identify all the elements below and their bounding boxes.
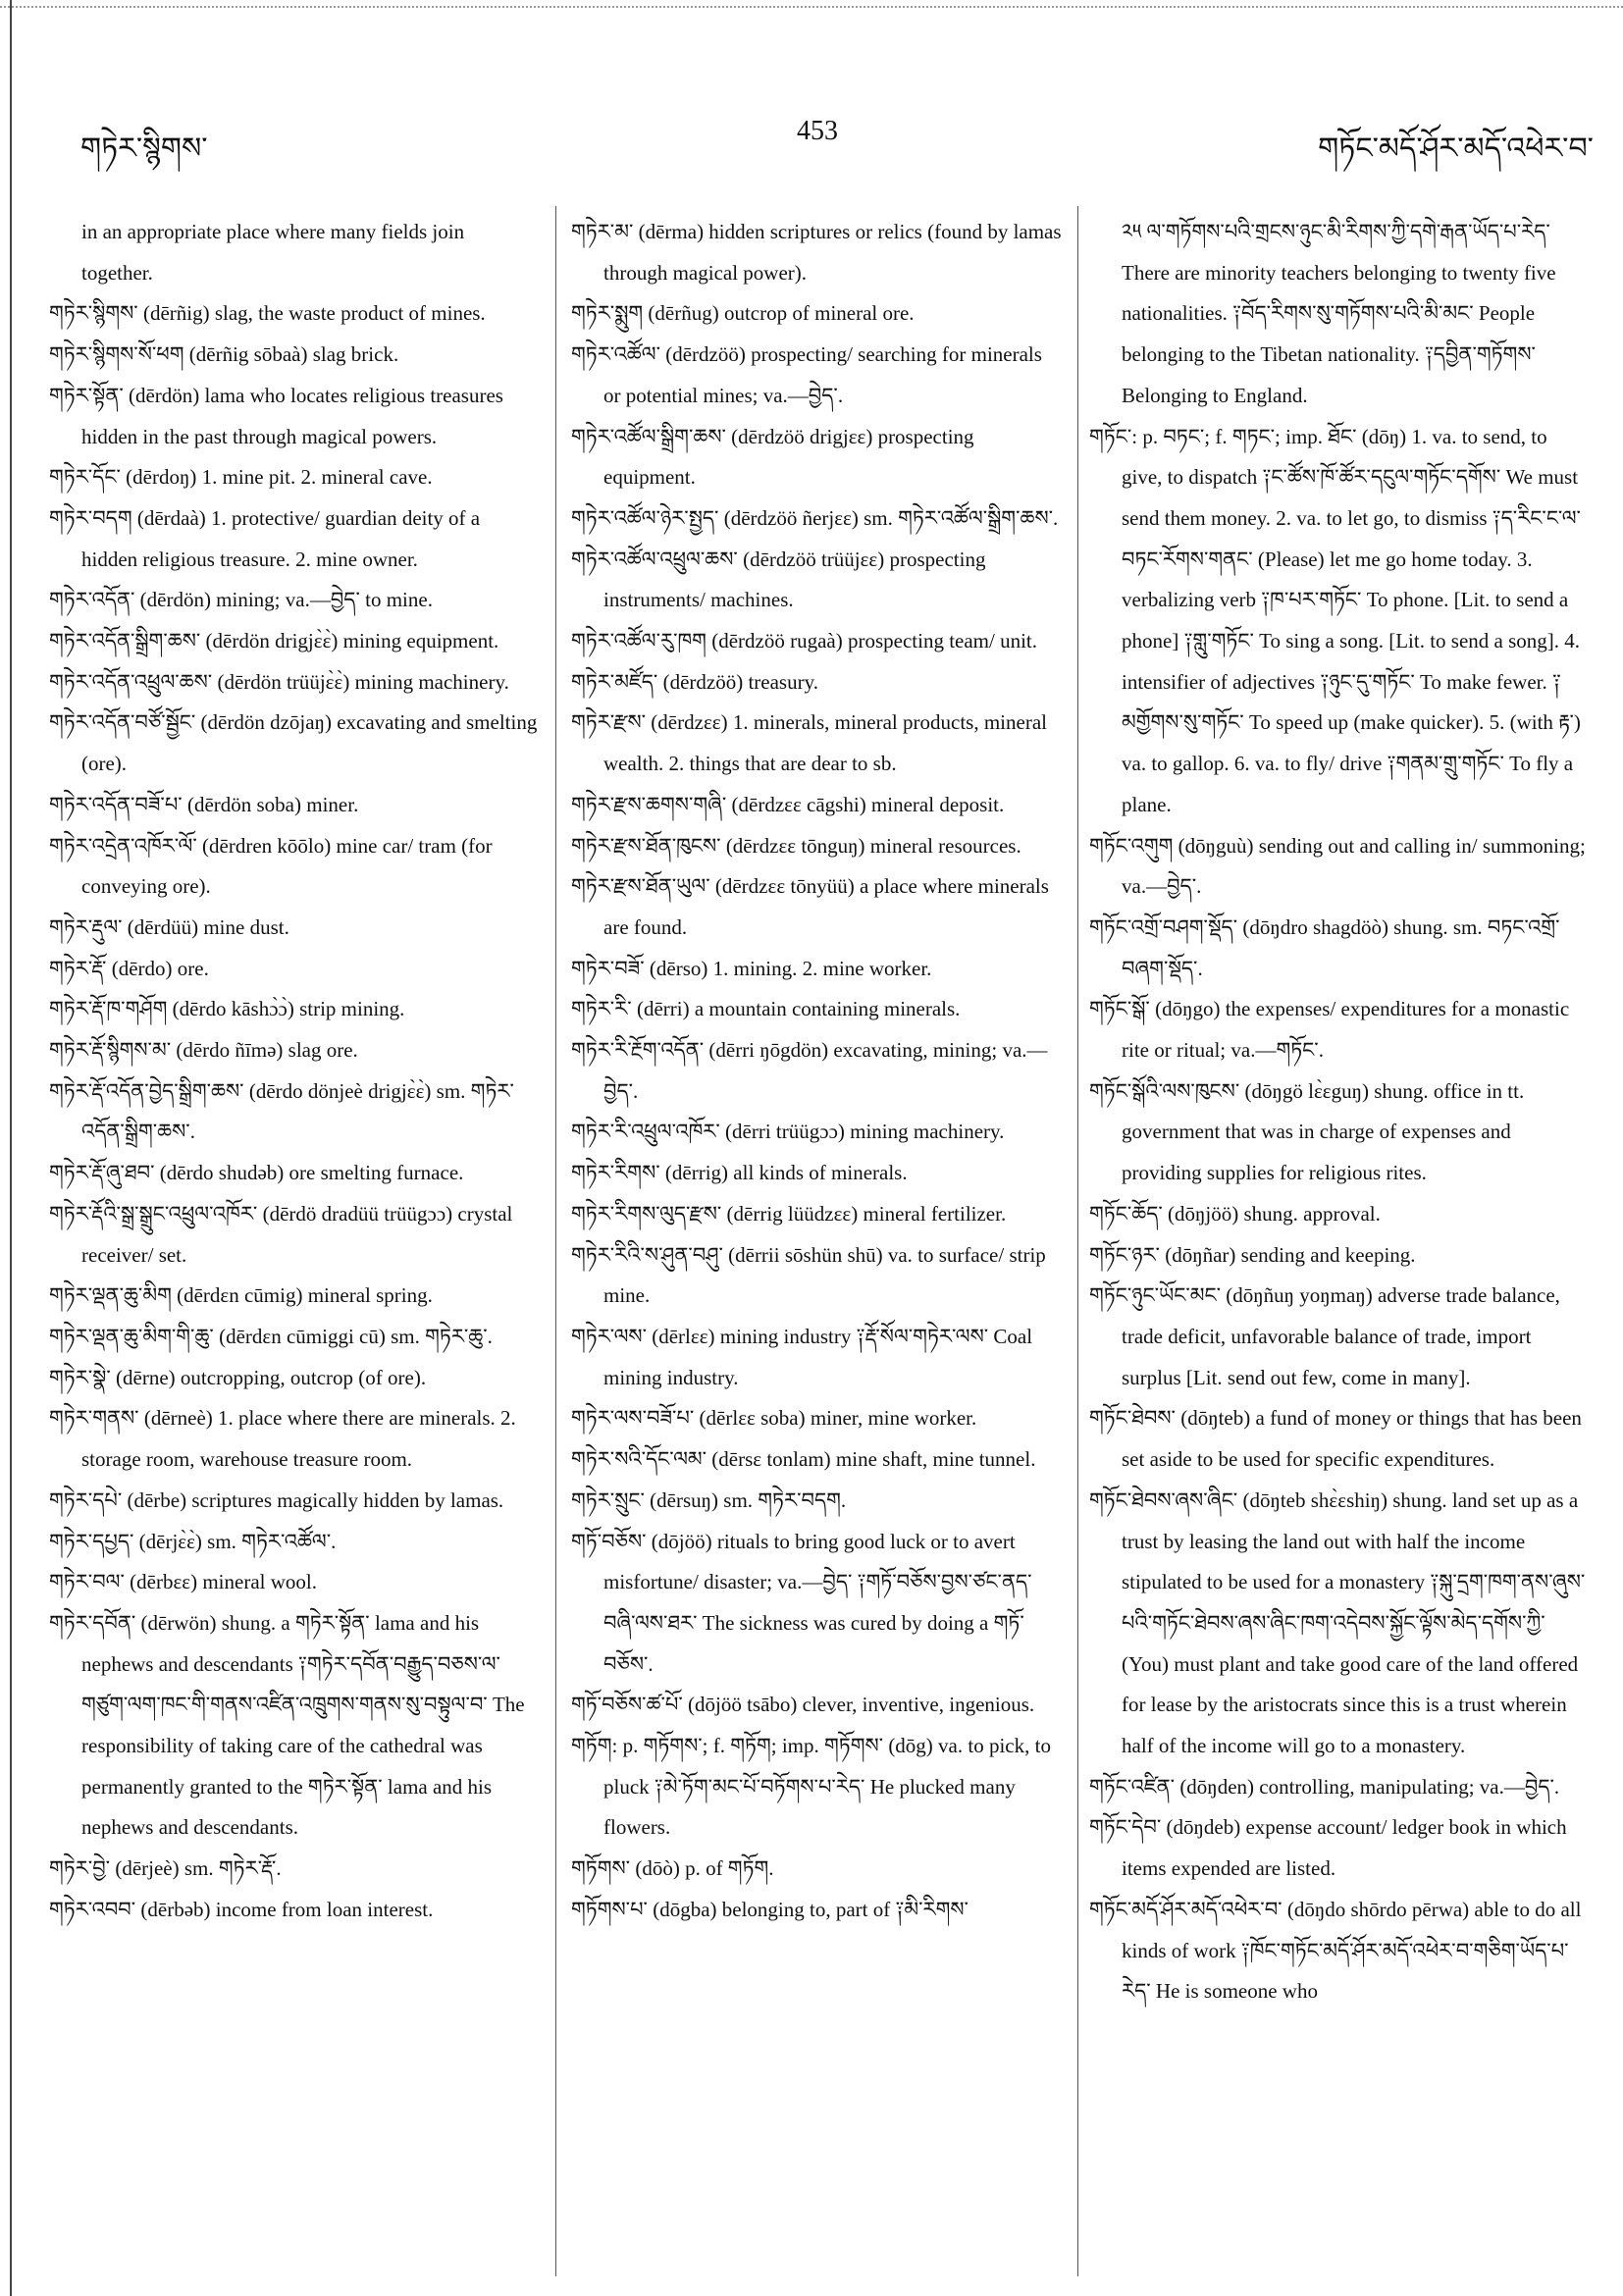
dictionary-entry: གཏེར་རྫས་ཐོན་ཁུངས་ (dērdzɛɛ tōnguŋ) mineral resources. <box>571 833 1021 858</box>
dictionary-entry: གཏོང་ཆོད་ (dōŋjöö) shung. approval. <box>1089 1201 1381 1226</box>
dictionary-entry: གཏེར་དབོན་ (dērwön) shung. a གཏེར་སྟོན་ lama and his nephews and descendants ༑གཏེར་དབོན་བརྒྱུད་བཅས་ལ་གཙུག་ལག་ཁང་གི་གནས་འཛིན་འཁྲུགས་གནས་སུ་བསྟུལ་བ་ The responsibility of taking care of the cathedral was permanently granted to the གཏེར་སྟོན་ lama and his nephews and descendants. <box>49 1610 525 1840</box>
page-left-edge <box>10 0 12 2296</box>
dictionary-entry: གཏེར་རྡོའི་སྒྲ་སྒྲུང་འཕྲུལ་འཁོར་ (dērdö dradüü trüügɔɔ) crystal receiver/ set. <box>49 1201 513 1267</box>
dictionary-entry: གཏེར་སྣེ་ (dērne) outcropping, outcrop (of ore). <box>49 1365 427 1389</box>
entry-continuation: in an appropriate place where many fields join together. <box>81 220 465 285</box>
column-2 <box>571 212 1064 1931</box>
column-divider <box>1077 206 1078 2276</box>
dictionary-entry: གཏེར་འདོན་ (dērdön) mining; va.—བྱེད་ to mine. <box>49 588 433 612</box>
dictionary-entry: གཏོང་དེབ་ (dōŋdeb) expense account/ ledger book in which items expended are listed. <box>1089 1815 1567 1881</box>
dictionary-entry: གཏོང་ཉུང་ཡོང་མང་ (dōŋñuŋ yoŋmaŋ) adverse trade balance, trade deficit, unfavorable balance of trade, import surplus [Lit. send out few, come in many]. <box>1089 1283 1560 1389</box>
dictionary-entry: གཏོག: p. གཏོགས་; f. གཏོག; imp. གཏོགས་ (dōg) va. to pick, to pluck ༑མེ་ཏོག་མང་པོ་བཏོགས་པ་རེད་ He plucked many flowers. <box>571 1734 1051 1840</box>
dictionary-entry: གཏོང་སྒོ་ (dōŋgo) the expenses/ expenditures for a monastic rite or ritual; va.—གཏོང་. <box>1089 997 1570 1063</box>
dictionary-entry: གཏེར་ལྡན་ཆུ་མིག་གི་ཆུ་ (dērdɛn cūmiggi cū) sm. གཏེར་ཆུ་. <box>49 1324 493 1348</box>
dictionary-entry: གཏེར་བལ་ (dērbɛɛ) mineral wool. <box>49 1570 317 1594</box>
dictionary-entry: གཏོང་སྒོའི་ལས་ཁུངས་ (dōŋgö lɛ̀ɛguŋ) shung. office in tt. government that was in charge of expenses and providing supplies for religious rites. <box>1089 1078 1525 1185</box>
dictionary-entry: གཏེར་ལྡན་ཆུ་མིག (dērdɛn cūmig) mineral spring. <box>49 1283 433 1308</box>
dictionary-entry: གཏེར་འདོན་བཟོ་པ་ (dērdön soba) miner. <box>49 792 359 816</box>
dictionary-entry: གཏེར་འཚོལ་ཉེར་སྤྱད་ (dērdzöö ñerjɛɛ) sm. གཏེར་འཚོལ་སྒྲིག་ཆས་. <box>571 505 1059 530</box>
running-head-left: གཏེར་སྙིགས་ <box>80 132 208 165</box>
dictionary-entry: གཏེར་རི་ (dērri) a mountain containing minerals. <box>571 997 961 1021</box>
dictionary-entry: གཏེར་རྡོ་ཞུ་ཐབ་ (dērdo shudəb) ore smelting furnace. <box>49 1161 464 1185</box>
dictionary-entry: གཏེར་བདག (dērdaà) 1. protective/ guardian deity of a hidden religious treasure. 2. mine owner. <box>49 505 481 571</box>
column-divider <box>555 206 556 2276</box>
dictionary-entry: གཏོང་ཉར་ (dōŋñar) sending and keeping. <box>1089 1242 1416 1267</box>
dictionary-entry: གཏེར་དོང་ (dērdoŋ) 1. mine pit. 2. mineral cave. <box>49 465 433 490</box>
dictionary-entry: གཏེར་སའི་དོང་ལམ་ (dērsɛ tonlam) mine shaft, mine tunnel. <box>571 1447 1036 1472</box>
dictionary-entry: གཏེར་རིགས་ (dērrig) all kinds of minerals. <box>571 1161 908 1185</box>
dictionary-entry: གཏོང་: p. བཏང་; f. གཏང་; imp. ཐོང་ (dōŋ) 1. va. to send, to give, to dispatch ༑ང་ཚོས་ཁོ་ཚོར་དངུལ་གཏོང་དགོས་ We must send them money. 2. va. to let go, to dismiss ༑ད་རིང་ང་ལ་བཏང་རོགས་གནང་ (Please) let me go home today. 3. verbalizing verb ༑ཁ་པར་གཏོང་ To phone. [Lit. to send a phone] ༑གླུ་གཏོང་ To sing a song. [Lit. to send a song]. 4. intensifier of adjectives ༑ཉུང་དུ་གཏོང་ To make fewer. ༑མགྱོགས་སུ་གཏོང་ To speed up (make quicker). 5. (with རྟ་) va. to gallop. 6. va. to fly/ drive ༑གནམ་གྲུ་གཏོང་ To fly a plane. <box>1089 424 1581 816</box>
page-top-border <box>0 6 1623 8</box>
dictionary-entry: གཏེར་རི་འཕྲུལ་འཁོར་ (dērri trüügɔɔ) mining machinery. <box>571 1120 1005 1144</box>
dictionary-entry: གཏོང་ཐེབས་ཞས་ཞིང་ (dōŋteb shɛ̀ɛshiŋ) shung. land set up as a trust by leasing the land out with half the income stipulated to be used for a monastery ༑སྐུ་དྲག་ཁག་ནས་ཞུས་པའི་གཏོང་ཐེབས་ཞས་ཞིང་ཁག་འདེབས་སྐྱོང་ལྟོས་མེད་དགོས་ཀྱི་ (You) must plant and take good care of the land offered for lease by the aristocrats since this is a trust wherein half of the income will go to a monastery. <box>1089 1487 1586 1758</box>
dictionary-entry: གཏེར་དཔྱད་ (dērjɛ̀ɛ̀) sm. གཏེར་འཚོལ་. <box>49 1529 337 1553</box>
dictionary-entry: གཏེར་བྱེ་ (dērjeè) sm. གཏེར་རྡོ་. <box>49 1856 282 1881</box>
column-1 <box>49 212 540 1931</box>
dictionary-entry: གཏེར་རྡོ་སྙིགས་མ་ (dērdo ñīmə) slag ore. <box>49 1038 358 1063</box>
page-number: 453 <box>797 116 838 146</box>
dictionary-entry: གཏེར་སྲུང་ (dērsuŋ) sm. གཏེར་བདག. <box>571 1487 847 1512</box>
dictionary-entry: གཏེར་འཚོལ་སྒྲིག་ཆས་ (dērdzöö drigjɛɛ) prospecting equipment. <box>571 424 974 490</box>
dictionary-entry: གཏེར་དཔེ་ (dērbe) scriptures magically hidden by lamas. <box>49 1487 504 1512</box>
dictionary-entry: གཏེར་རྡོ་ (dērdo) ore. <box>49 956 209 980</box>
dictionary-entry: གཏེར་འདོན་འཕྲུལ་ཆས་ (dērdön trüüjɛ̀ɛ̀) mining machinery. <box>49 669 509 694</box>
dictionary-entry: གཏེར་འདོན་བཙོ་སྦྱོང་ (dērdön dzōjaŋ) excavating and smelting (ore). <box>49 710 538 776</box>
dictionary-entry: གཏེར་རྡུལ་ (dērdüü) mine dust. <box>49 914 289 939</box>
dictionary-entry: གཏོགས་ (dōò) p. of གཏོག. <box>571 1856 774 1881</box>
dictionary-entry: གཏེར་འབབ་ (dērbəb) income from loan interest. <box>49 1897 434 1921</box>
dictionary-entry: གཏོགས་པ་ (dōgba) belonging to, part of ༑མི་རིགས་ <box>571 1897 969 1921</box>
dictionary-entry: གཏེར་སྙིགས་ (dērñig) slag, the waste product of mines. <box>49 301 486 326</box>
dictionary-entry: གཏེར་རྡོ་ཁ་གཤོག (dērdo kāshɔ̀ɔ̀) strip mining. <box>49 997 405 1021</box>
dictionary-entry: གཏེར་འདྲེན་འཁོར་ལོ་ (dērdren kōōlo) mine car/ tram (for conveying ore). <box>49 833 493 899</box>
entry-continuation: ༢༥ ལ་གཏོགས་པའི་གྲངས་ཉུང་མི་རིགས་ཀྱི་དགེ་རྒན་ཡོད་པ་རེད་ There are minority teachers belonging to twenty five nationalities. ༑བོད་རིགས་སུ་གཏོགས་པའི་མི་མང་ People belonging to the Tibetan nationality. ༑དབྱིན་གཏོགས་ Belonging to England. <box>1122 220 1556 407</box>
dictionary-entry: གཏོང་ཐེབས་ (dōŋteb) a fund of money or things that has been set aside to be used for specific expenditures. <box>1089 1406 1582 1472</box>
dictionary-entry: གཏེར་རྫས་ (dērdzɛɛ) 1. minerals, mineral products, mineral wealth. 2. things that are dear to sb. <box>571 710 1047 776</box>
dictionary-entry: གཏེར་འཚོལ་རུ་ཁག (dērdzöö rugaà) prospecting team/ unit. <box>571 629 1038 653</box>
dictionary-entry: གཏོ་བཅོས་ (dōjöö) rituals to bring good luck or to avert misfortune/ disaster; va.—བྱེད་ ༑གཏོ་བཅོས་བྱས་ཙང་ནད་བཞི་ལས་ཐར་ The sickness was cured by doing a གཏོ་བཅོས་. <box>571 1529 1032 1676</box>
dictionary-entry: གཏེར་མ་ (dērma) hidden scriptures or relics (found by lamas through magical power). <box>571 220 1062 285</box>
dictionary-entry: གཏེར་ལས་ (dērlɛɛ) mining industry ༑རྡོ་སོལ་གཏེར་ལས་ Coal mining industry. <box>571 1324 1033 1389</box>
column-3 <box>1089 212 1588 2012</box>
dictionary-entry: གཏེར་ལས་བཟོ་པ་ (dērlɛɛ soba) miner, mine worker. <box>571 1406 977 1431</box>
dictionary-entry: གཏོང་འགྲོ་བཤག་སྡོད་ (dōŋdro shagdöò) shung. sm. བཏང་འགྲོ་བཞག་སྡོད་. <box>1089 914 1560 980</box>
dictionary-entry: གཏེར་སྨུག (dērñug) outcrop of mineral ore. <box>571 301 915 326</box>
dictionary-entry: གཏོང་འཛིན་ (dōŋden) controlling, manipulating; va.—བྱེད་. <box>1089 1774 1560 1799</box>
dictionary-entry: གཏེར་སྙིགས་སོ་ཕག (dērñig sōbaà) slag brick. <box>49 342 399 367</box>
dictionary-entry: གཏེར་གནས་ (dērneè) 1. place where there are minerals. 2. storage room, warehouse treasure room. <box>49 1406 516 1472</box>
dictionary-entry: གཏེར་རིགས་ལུད་རྫས་ (dērrig lüüdzɛɛ) mineral fertilizer. <box>571 1201 1007 1226</box>
dictionary-entry: གཏོ་བཅོས་ཚ་པོ་ (dōjöö tsābo) clever, inventive, ingenious. <box>571 1693 1035 1717</box>
dictionary-entry: གཏེར་འདོན་སྒྲིག་ཆས་ (dērdön drigjɛ̀ɛ̀) mining equipment. <box>49 629 499 653</box>
dictionary-entry: གཏེར་རིའི་ས་ཤུན་བཤུ་ (dērrii sōshün shū) va. to surface/ strip mine. <box>571 1242 1046 1308</box>
dictionary-entry: གཏེར་རྡོ་འདོན་བྱེད་སྒྲིག་ཆས་ (dērdo dönjeè drigjɛ̀ɛ̀) sm. གཏེར་འདོན་སྒྲིག་ཆས་. <box>49 1078 514 1144</box>
dictionary-entry: གཏེར་རི་རྔོག་འདོན་ (dērri ŋōgdön) excavating, mining; va.—བྱེད་. <box>571 1038 1048 1103</box>
dictionary-entry: གཏོང་འགུག (dōŋguù) sending out and calling in/ summoning; va.—བྱེད་. <box>1089 833 1586 899</box>
dictionary-entry: གཏེར་འཚོལ་ (dērdzöö) prospecting/ searching for minerals or potential mines; va.—བྱེད་. <box>571 342 1042 407</box>
dictionary-entry: གཏེར་བཟོ་ (dērso) 1. mining. 2. mine worker. <box>571 956 932 980</box>
dictionary-entry: གཏེར་མཛོད་ (dērdzöö) treasury. <box>571 669 818 694</box>
dictionary-entry: གཏེར་རྫས་ཐོན་ཡུལ་ (dērdzɛɛ tōnyüü) a place where minerals are found. <box>571 874 1049 939</box>
dictionary-entry: གཏོང་མདོ་ཤོར་མདོ་འཕེར་བ་ (dōŋdo shōrdo pērwa) able to do all kinds of work ༑ཁོང་གཏོང་མདོ་ཤོར་མདོ་འཕེར་བ་གཅིག་ཡོད་པ་རེད་ He is someone who <box>1089 1897 1582 2004</box>
dictionary-entry: གཏེར་རྫས་ཆགས་གཞི་ (dērdzɛɛ cāgshi) mineral deposit. <box>571 792 1005 816</box>
dictionary-entry: གཏེར་འཚོལ་འཕྲུལ་ཆས་ (dērdzöö trüüjɛɛ) prospecting instruments/ machines. <box>571 547 986 612</box>
running-head-right: གཏོང་མདོ་ཤོར་མདོ་འཕེར་བ་ <box>1318 132 1594 165</box>
dictionary-entry: གཏེར་སྟོན་ (dērdön) lama who locates religious treasures hidden in the past through magical powers. <box>49 383 503 448</box>
